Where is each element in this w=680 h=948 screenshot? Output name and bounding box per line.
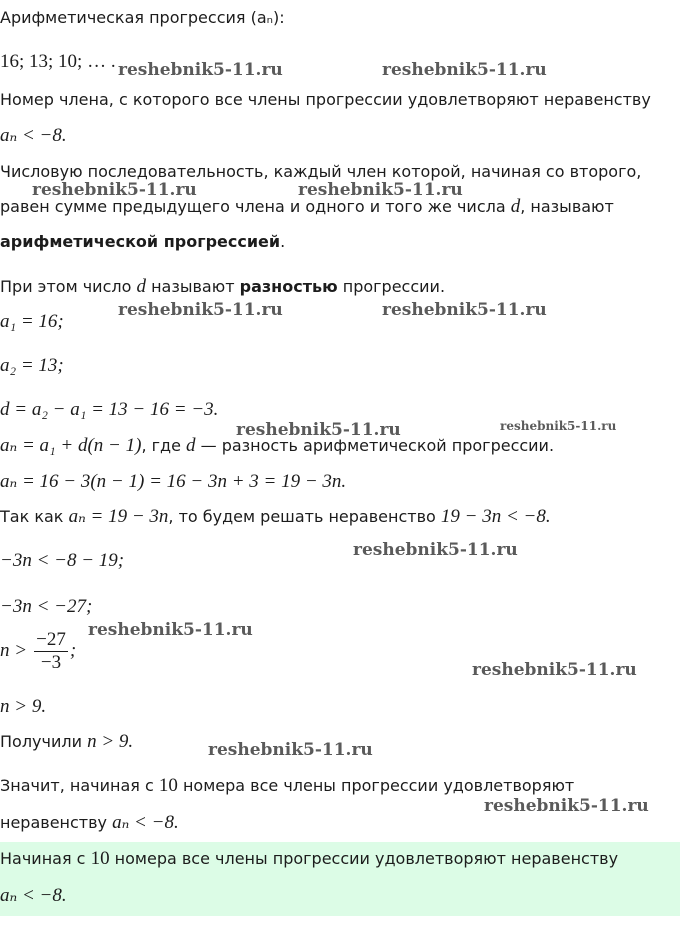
watermark: reshebnik5-11.ru (118, 60, 283, 80)
conclusion-line-2: неравенству aₙ < −8. (0, 812, 179, 833)
general-formula: aₙ = a₁ + d(n − 1), где d — разность арифметической прогрессии. (0, 435, 555, 456)
step-2: −3n < −27; (0, 596, 93, 617)
solve-intro: Так как aₙ = 19 − 3n, то будем решать неравенство 19 − 3n < −8. (0, 506, 551, 527)
watermark: reshebnik5-11.ru (500, 419, 617, 433)
problem-statement: Арифметическая прогрессия (aₙ): (0, 8, 285, 27)
watermark: reshebnik5-11.ru (208, 740, 373, 760)
difference-definition: При этом число d называют разностью прогрессии. (0, 276, 446, 297)
fraction: $\frac{-27}{-3}$ (36, 629, 66, 673)
definition-line-2: равен сумме предыдущего члена и одного и того же числа d, называют (0, 196, 614, 217)
watermark: reshebnik5-11.ru (382, 300, 547, 320)
nth-term-formula: aₙ = 16 − 3(n − 1) = 16 − 3n + 3 = 19 − 3n. (0, 471, 347, 492)
step-4: n > 9. (0, 696, 47, 717)
watermark: reshebnik5-11.ru (236, 420, 401, 440)
watermark: reshebnik5-11.ru (118, 300, 283, 320)
answer-line-1: Начиная с 10 номера все члены прогрессии удовлетворяют неравенству (0, 848, 619, 869)
watermark: reshebnik5-11.ru (382, 60, 547, 80)
first-term: a₁ = 16; (0, 311, 64, 332)
conclusion-line-1: Значит, начиная с 10 номера все члены прогрессии удовлетворяют (0, 775, 575, 796)
watermark: reshebnik5-11.ru (88, 620, 253, 640)
step-3: n > $\frac{-27}{-3}$ ; (0, 629, 77, 673)
answer-line-2: aₙ < −8. (0, 885, 67, 906)
question-text: Номер члена, с которого все члены прогрессии удовлетворяют неравенству (0, 90, 651, 109)
watermark: reshebnik5-11.ru (472, 660, 637, 680)
watermark: reshebnik5-11.ru (298, 180, 463, 200)
result-line: Получили n > 9. (0, 731, 134, 752)
sequence-terms: 16; 13; 10; … . (0, 51, 116, 72)
watermark: reshebnik5-11.ru (484, 796, 649, 816)
watermark: reshebnik5-11.ru (353, 540, 518, 560)
inequality: aₙ < −8. (0, 125, 67, 146)
definition-term: арифметической прогрессией. (0, 232, 286, 251)
definition-line-1: Числовую последовательность, каждый член которой, начиная со второго, (0, 162, 642, 181)
difference-calc: d = a₂ − a₁ = 13 − 16 = −3. (0, 399, 219, 420)
second-term: a₂ = 13; (0, 355, 64, 376)
watermark: reshebnik5-11.ru (32, 180, 197, 200)
step-1: −3n < −8 − 19; (0, 550, 125, 571)
